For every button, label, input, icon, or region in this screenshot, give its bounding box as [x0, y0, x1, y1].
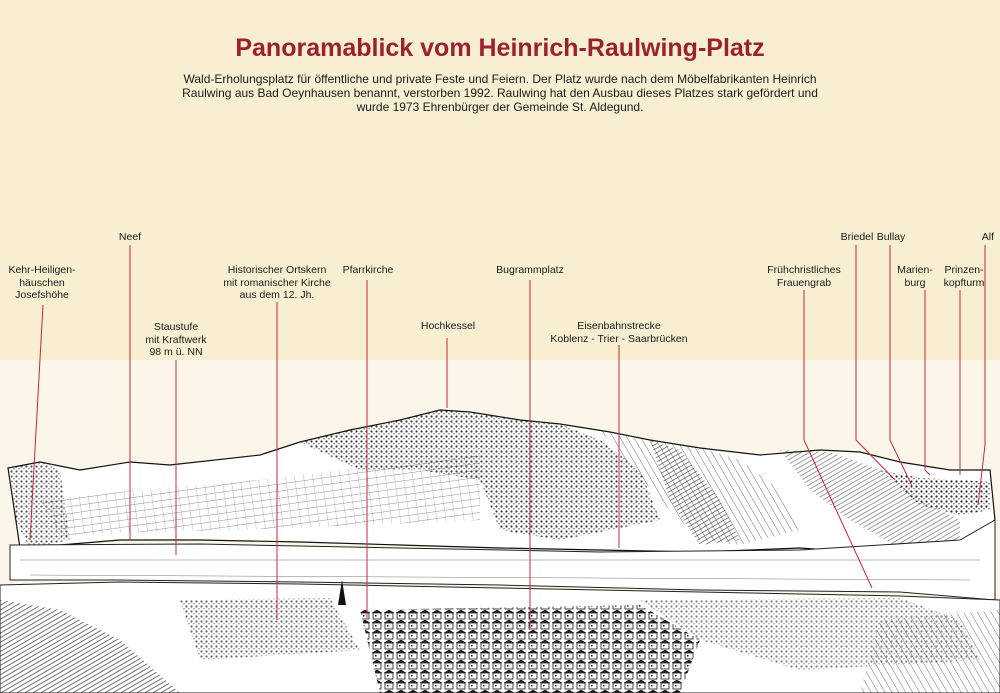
- label-prinzenkopfturm: Prinzen- kopfturm: [943, 264, 985, 289]
- label-eisenbahnstrecke: Eisenbahnstrecke Koblenz - Trier - Saarbrücken: [550, 320, 688, 345]
- label-hochkessel: Hochkessel: [420, 320, 476, 332]
- label-marienburg: Marien- burg: [897, 264, 933, 289]
- label-bugrammplatz: Bugrammplatz: [496, 264, 564, 276]
- intro-text: Wald-Erholungsplatz für öffentliche und private Feste und Feiern. Der Platz wurde nach dem Möbelfabrikanten Heinrich Raulwing aus Bad Oeynhausen benannt, verstorben 1992. Raulwing hat den Ausbau dieses Platzes stark gefördert und wurde 1973 Ehrenbürger der Gemeinde St. Aldegund.: [182, 72, 818, 114]
- label-bullay: Bullay: [876, 231, 906, 243]
- label-staustufe: Staustufe mit Kraftwerk 98 m ü. NN: [145, 321, 207, 358]
- label-neef: Neef: [118, 231, 142, 243]
- label-briedel: Briedel: [840, 231, 874, 243]
- label-pfarrkirche: Pfarrkirche: [342, 264, 394, 276]
- page-title: Panoramablick vom Heinrich-Raulwing-Platz: [235, 34, 765, 62]
- label-alf: Alf: [981, 231, 994, 243]
- label-fruehchristlich: Frühchristliches Frauengrab: [767, 264, 841, 289]
- label-ortskern: Historischer Ortskern mit romanischer Kirche aus dem 12. Jh.: [223, 264, 331, 301]
- label-kehr: Kehr-Heiligen- häuschen Josefshöhe: [8, 264, 76, 301]
